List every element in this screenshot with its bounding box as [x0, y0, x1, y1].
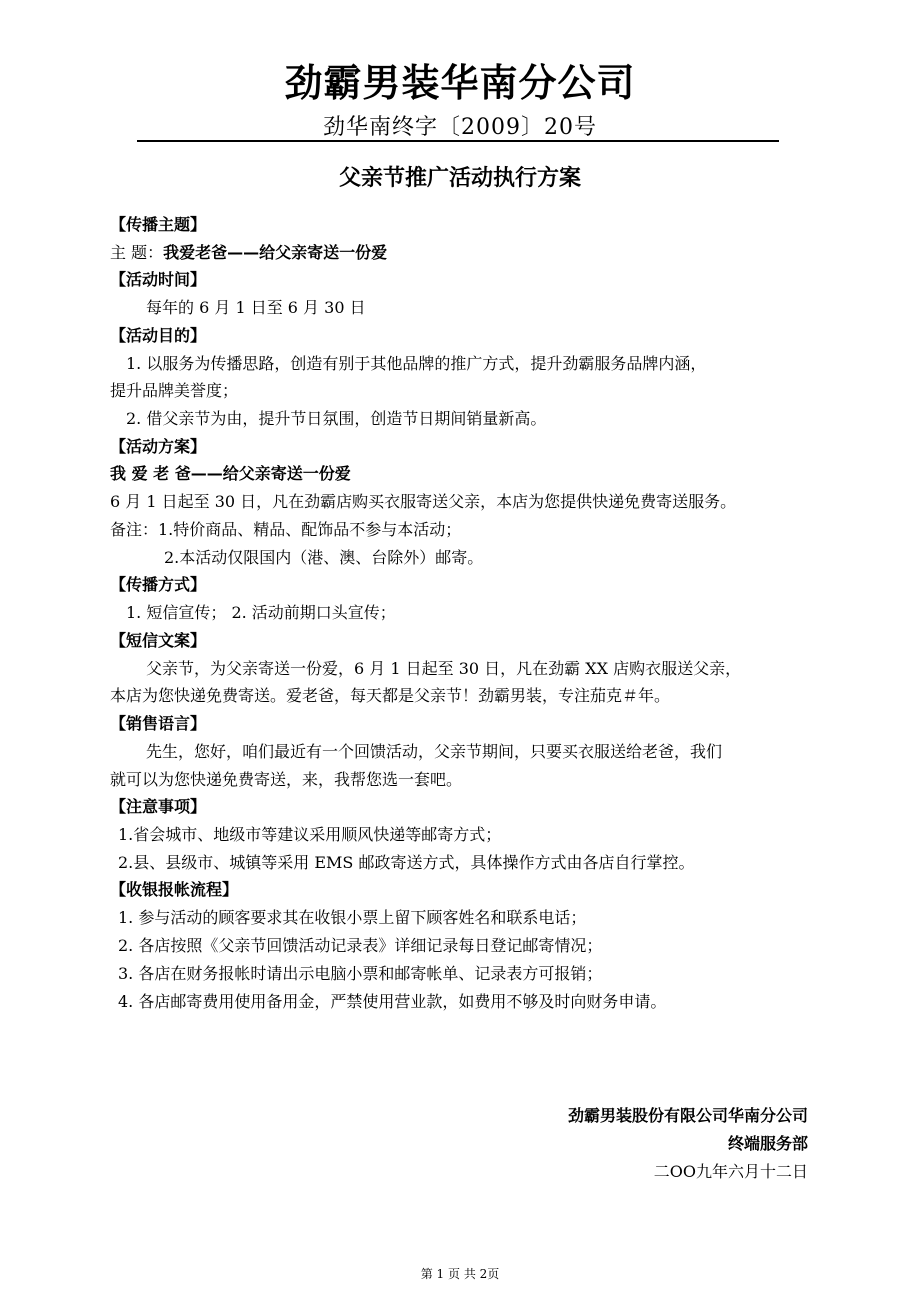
- plan-text: 6 月 1 日起至 30 日，凡在劲霸店购买衣服寄送父亲，本店为您提供快递免费寄送服务。: [110, 492, 737, 511]
- company-name: 劲霸男装华南分公司: [284, 61, 636, 105]
- sales-line-2: 就可以为您快递免费寄送，来，我帮您选一套吧。: [110, 770, 463, 789]
- plan-note-2: 2.本活动仅限国内（港、澳、台除外）邮寄。: [164, 548, 484, 567]
- sms-line-1: 父亲节，为父亲寄送一份爱，6 月 1 日起至 30 日，凡在劲霸 XX 店购衣服送父亲，: [146, 659, 742, 678]
- notes-item-1: 1.省会城市、地级市等建议采用顺风快递等邮寄方式；: [118, 825, 502, 844]
- section-heading-theme: 【传播主题】: [110, 215, 207, 234]
- header-divider: [137, 140, 779, 142]
- theme-line: [110, 243, 387, 263]
- plan-subtitle: 我 爱 老 爸——给父亲寄送一份爱: [110, 464, 351, 483]
- notes-item-2: 2.县、县级市、城镇等采用 EMS 邮政寄送方式，具体操作方式由各店自行掌控。: [118, 853, 695, 872]
- purpose-item-2: 2. 借父亲节为由，提升节日氛围，创造节日期间销量新高。: [126, 409, 547, 428]
- plan-note-1: 备注：1.特价商品、精品、配饰品不参与本活动；: [110, 520, 462, 539]
- cashier-item-3: 3. 各店在财务报帐时请出示电脑小票和邮寄帐单、记录表方可报销；: [118, 964, 603, 983]
- page-number: 第 1 页 共 2页: [420, 1267, 500, 1281]
- section-heading-sms: 【短信文案】: [110, 631, 207, 650]
- document-number: 劲华南终字〔2009〕20号: [323, 115, 597, 140]
- signature-date: 二OO九年六月十二日: [653, 1162, 808, 1181]
- section-heading-purpose: 【活动目的】: [110, 326, 207, 345]
- purpose-item-1b: 提升品牌美誉度；: [110, 381, 239, 400]
- time-text: 每年的 6 月 1 日至 6 月 30 日: [146, 298, 366, 317]
- section-heading-plan: 【活动方案】: [110, 437, 207, 456]
- cashier-item-4: 4. 各店邮寄费用使用备用金，严禁使用营业款，如费用不够及时向财务申请。: [118, 992, 667, 1011]
- signature-company: 劲霸男装股份有限公司华南分公司: [567, 1106, 808, 1125]
- theme-label: 主 题：: [110, 243, 164, 262]
- signature-department: 终端服务部: [727, 1134, 808, 1153]
- section-heading-sales: 【销售语言】: [110, 714, 207, 733]
- purpose-item-1a: 1. 以服务为传播思路，创造有别于其他品牌的推广方式，提升劲霸服务品牌内涵，: [126, 354, 707, 373]
- sms-line-2: 本店为您快递免费寄送。爱老爸，每天都是父亲节！劲霸男装，专注茄克＃年。: [110, 686, 671, 705]
- channel-text: 1. 短信宣传； 2. 活动前期口头宣传；: [126, 603, 396, 622]
- document-title: 父亲节推广活动执行方案: [338, 166, 581, 191]
- sales-line-1: 先生，您好，咱们最近有一个回馈活动，父亲节期间，只要买衣服送给老爸，我们: [146, 742, 723, 761]
- cashier-item-1: 1. 参与活动的顾客要求其在收银小票上留下顾客姓名和联系电话；: [118, 908, 587, 927]
- section-heading-channel: 【传播方式】: [110, 575, 207, 594]
- section-heading-cashier: 【收银报帐流程】: [110, 880, 239, 899]
- theme-text: 我爱老爸——给父亲寄送一份爱: [163, 243, 388, 262]
- section-heading-time: 【活动时间】: [110, 270, 207, 289]
- cashier-item-2: 2. 各店按照《父亲节回馈活动记录表》详细记录每日登记邮寄情况；: [118, 936, 603, 955]
- section-heading-notes: 【注意事项】: [110, 797, 207, 816]
